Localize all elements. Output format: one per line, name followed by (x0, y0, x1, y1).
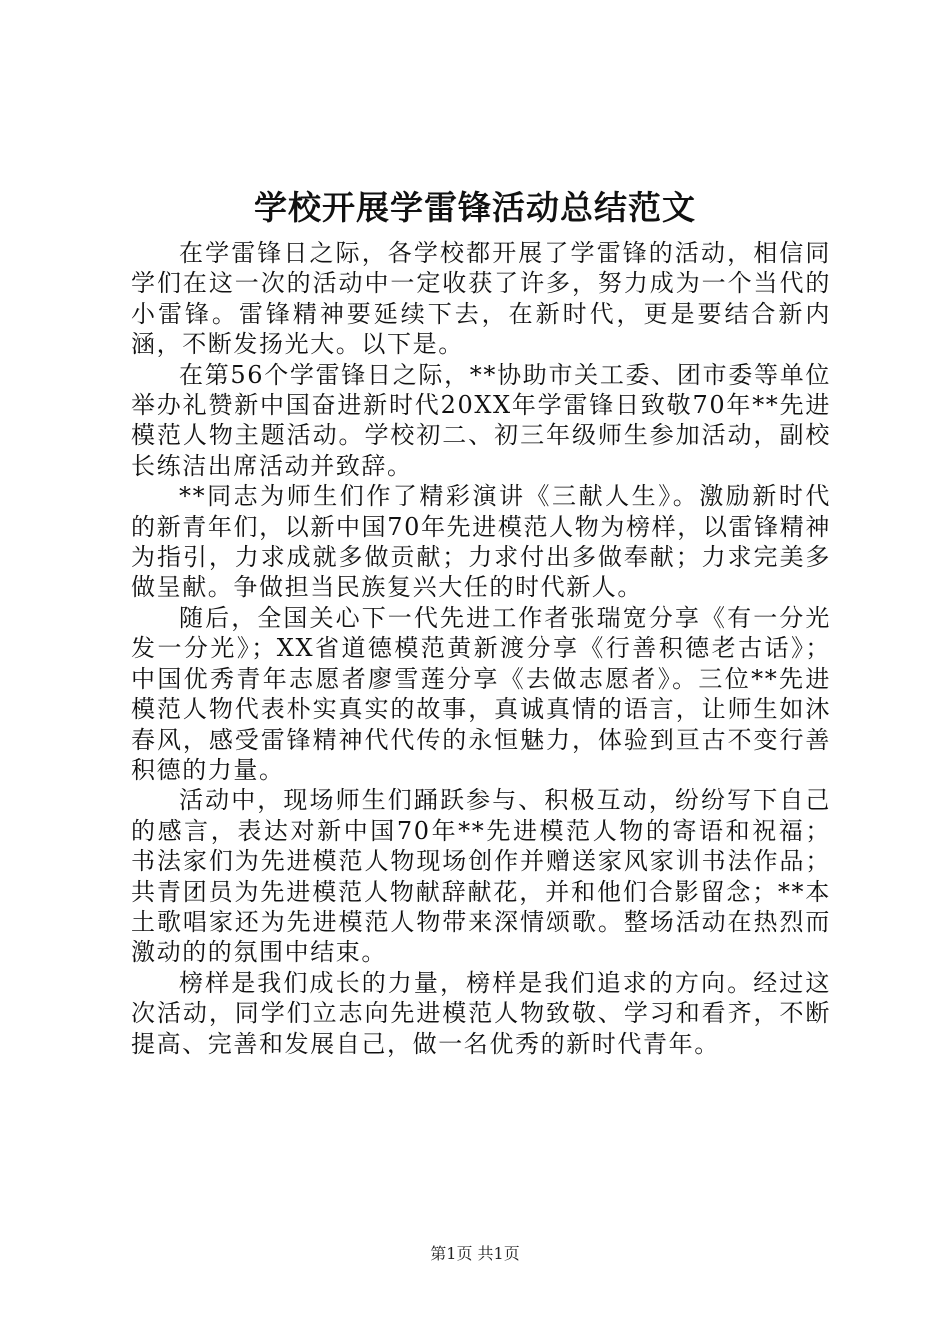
paragraph-1: 在学雷锋日之际，各学校都开展了学雷锋的活动，相信同学们在这一次的活动中一定收获了许多，努力成为一个当代的小雷锋。雷锋精神要延续下去，在新时代，更是要结合新内涵，不断发扬光大。以下是。 (131, 239, 831, 359)
paragraph-3: **同志为师生们作了精彩演讲《三献人生》。激励新时代的新青年们，以新中国70年先进模范人物为榜样，以雷锋精神为指引，力求成就多做贡献；力求付出多做奉献；力求完美多做呈献。争做担当民族复兴大任的时代新人。 (131, 482, 831, 602)
page-number-footer: 第1页 共1页 (430, 1244, 520, 1263)
document-title: 学校开展学雷锋活动总结范文 (254, 188, 696, 227)
paragraph-4: 随后，全国关心下一代先进工作者张瑞宽分享《有一分光发一分光》；XX省道德模范黄新渡分享《行善积德老古话》；中国优秀青年志愿者廖雪莲分享《去做志愿者》。三位**先进模范人物代表朴实真实的故事，真诚真情的语言，让师生如沐春风，感受雷锋精神代代传的永恒魅力，体验到亘古不变行善积德的力量。 (131, 603, 831, 784)
paragraph-2: 在第56个学雷锋日之际，**协助市关工委、团市委等单位举办礼赞新中国奋进新时代20XX年学雷锋日致敬70年**先进模范人物主题活动。学校初二、初三年级师生参加活动，副校长练洁出席活动并致辞。 (131, 360, 831, 480)
paragraph-5: 活动中，现场师生们踊跃参与、积极互动，纷纷写下自己的感言，表达对新中国70年**先进模范人物的寄语和祝福；书法家们为先进模范人物现场创作并赠送家风家训书法作品；共青团员为先进模范人物献辞献花，并和他们合影留念；**本土歌唱家还为先进模范人物带来深情颂歌。整场活动在热烈而激动的的氛围中结束。 (131, 786, 831, 967)
paragraph-6: 榜样是我们成长的力量，榜样是我们追求的方向。经过这次活动，同学们立志向先进模范人物致敬、学习和看齐，不断提高、完善和发展自己，做一名优秀的新时代青年。 (131, 968, 831, 1058)
document-body (131, 238, 831, 1059)
